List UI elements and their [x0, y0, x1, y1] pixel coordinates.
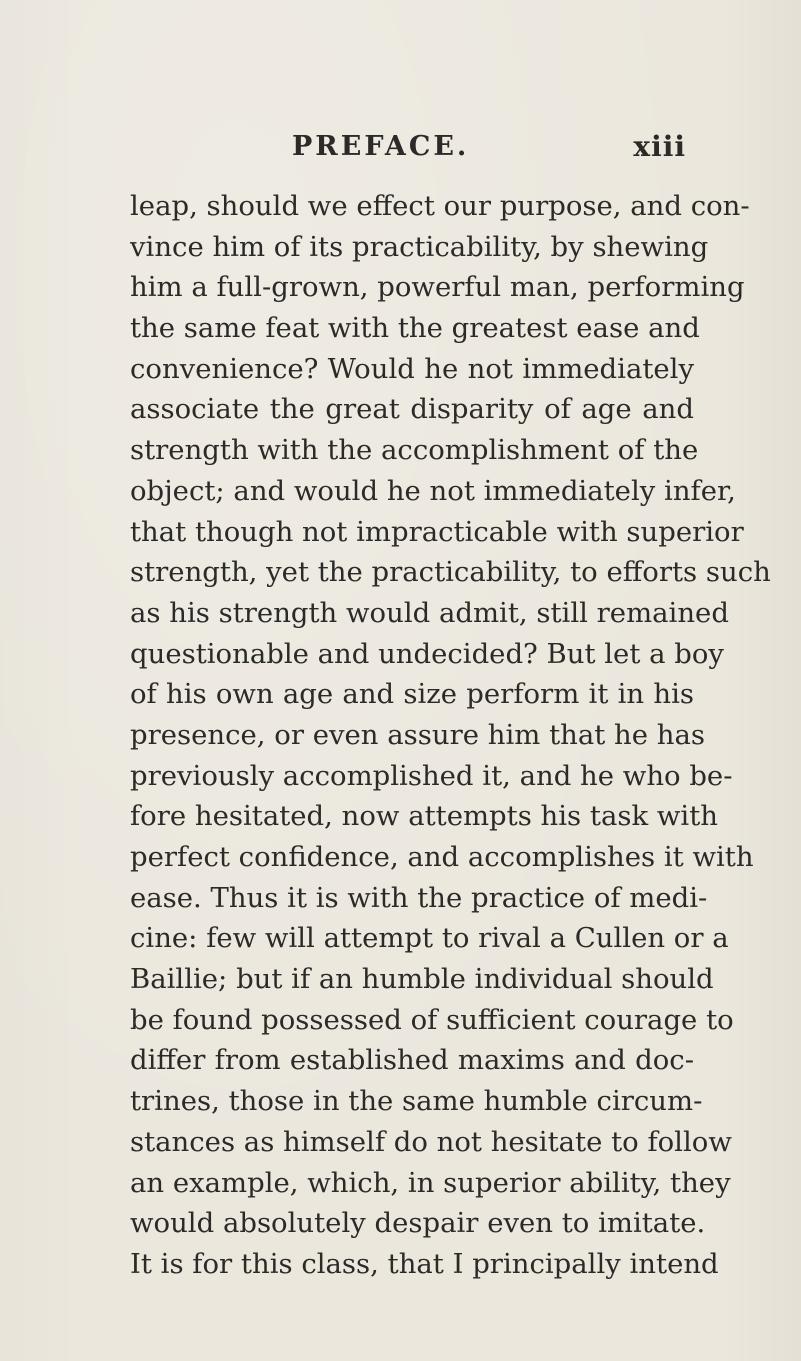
text-line: trines, those in the same humble circum- — [130, 1085, 703, 1118]
text-line: strength with the accomplishment of the — [130, 434, 699, 467]
text-line: strength, yet the practicability, to efforts such — [130, 556, 771, 589]
body-text — [130, 186, 771, 1285]
text-line: It is for this class, that I principally intend — [130, 1247, 719, 1280]
running-title: PREFACE. — [292, 131, 470, 162]
text-line: be found possessed of sufficient courage to — [130, 1003, 734, 1036]
text-line: the same feat with the greatest ease and — [130, 312, 700, 345]
text-line: him a full-grown, powerful man, performing — [130, 271, 745, 304]
text-line: cine: few will attempt to rival a Cullen or a — [130, 922, 729, 955]
text-line: leap, should we effect our purpose, and con- — [130, 190, 750, 222]
text-line: an example, which, in superior ability, they — [130, 1166, 731, 1199]
running-head — [292, 132, 686, 168]
page-number: xiii — [633, 130, 686, 163]
text-line: of his own age and size perform it in his — [130, 678, 694, 711]
text-line: that though not impracticable with superior — [130, 515, 744, 548]
text-line: convenience? Would he not immediately — [130, 352, 694, 385]
text-line: differ from established maxims and doc- — [130, 1044, 694, 1077]
text-line: would absolutely despair even to imitate. — [130, 1207, 706, 1240]
text-line: stances as himself do not hesitate to follow — [130, 1125, 732, 1158]
text-line: associate the great disparity of age and — [130, 393, 694, 426]
text-line: presence, or even assure him that he has — [130, 718, 705, 751]
text-line: questionable and undecided? But let a boy — [130, 637, 724, 670]
text-line: fore hesitated, now attempts his task with — [130, 800, 718, 833]
text-line: as his strength would admit, still remained — [130, 596, 729, 629]
text-line: perfect confidence, and accomplishes it with — [130, 841, 754, 873]
text-line: Baillie; but if an humble individual should — [130, 963, 714, 996]
text-line: ease. Thus it is with the practice of medi- — [130, 881, 708, 914]
text-line: vince him of its practicability, by shewing — [130, 230, 709, 263]
text-line: previously accomplished it, and he who be- — [130, 759, 733, 792]
text-line: object; and would he not immediately infer, — [130, 474, 736, 507]
